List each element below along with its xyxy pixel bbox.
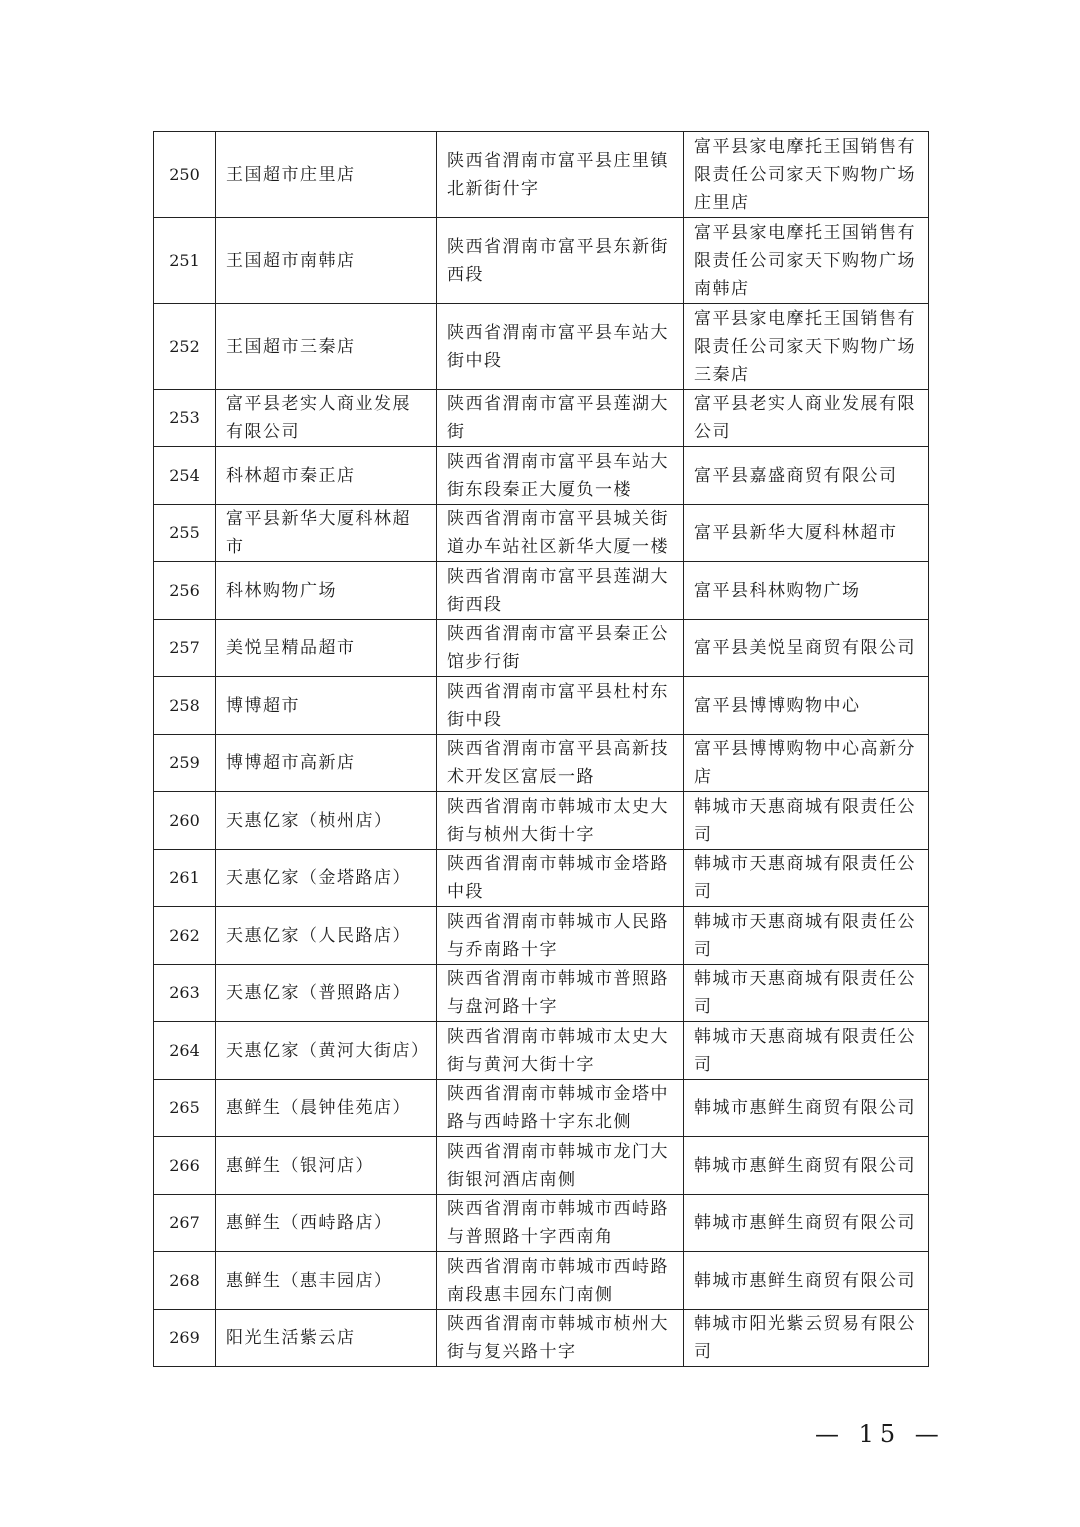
operating-company: 韩城市惠鲜生商贸有限公司 — [684, 1137, 929, 1195]
operating-company: 富平县科林购物广场 — [684, 562, 929, 620]
row-number: 258 — [154, 677, 216, 735]
store-name: 科林超市秦正店 — [216, 447, 437, 505]
row-number: 250 — [154, 132, 216, 218]
row-number: 264 — [154, 1022, 216, 1080]
row-number: 254 — [154, 447, 216, 505]
operating-company: 韩城市惠鲜生商贸有限公司 — [684, 1252, 929, 1310]
store-address: 陕西省渭南市富平县城关街道办车站社区新华大厦一楼 — [437, 505, 684, 562]
operating-company: 富平县新华大厦科林超市 — [684, 505, 929, 562]
operating-company: 富平县老实人商业发展有限公司 — [684, 390, 929, 447]
store-name: 博博超市 — [216, 677, 437, 735]
operating-company: 富平县博博购物中心高新分店 — [684, 735, 929, 792]
row-number: 256 — [154, 562, 216, 620]
store-name: 天惠亿家（人民路店） — [216, 907, 437, 965]
operating-company: 韩城市天惠商城有限责任公司 — [684, 1022, 929, 1080]
row-number: 253 — [154, 390, 216, 447]
operating-company: 富平县家电摩托王国销售有限责任公司家天下购物广场南韩店 — [684, 218, 929, 304]
row-number: 267 — [154, 1195, 216, 1252]
store-address: 陕西省渭南市韩城市桢州大街与复兴路十字 — [437, 1310, 684, 1367]
store-address: 陕西省渭南市富平县车站大街中段 — [437, 304, 684, 390]
operating-company: 韩城市天惠商城有限责任公司 — [684, 907, 929, 965]
table-row — [154, 132, 929, 218]
operating-company: 韩城市惠鲜生商贸有限公司 — [684, 1080, 929, 1137]
store-address: 陕西省渭南市富平县秦正公馆步行街 — [437, 620, 684, 677]
page-number: — 15 — — [815, 1420, 945, 1448]
store-name: 王国超市庄里店 — [216, 132, 437, 218]
row-number: 259 — [154, 735, 216, 792]
store-address: 陕西省渭南市韩城市太史大街与桢州大街十字 — [437, 792, 684, 850]
table-row — [154, 677, 929, 735]
row-number: 266 — [154, 1137, 216, 1195]
store-name: 惠鲜生（银河店） — [216, 1137, 437, 1195]
store-list-table — [153, 131, 929, 1367]
store-name: 天惠亿家（金塔路店） — [216, 850, 437, 907]
store-name: 惠鲜生（惠丰园店） — [216, 1252, 437, 1310]
store-name: 科林购物广场 — [216, 562, 437, 620]
store-name: 惠鲜生（晨钟佳苑店） — [216, 1080, 437, 1137]
operating-company: 韩城市天惠商城有限责任公司 — [684, 850, 929, 907]
table-row — [154, 965, 929, 1022]
table-row — [154, 735, 929, 792]
table-row — [154, 907, 929, 965]
table-row — [154, 620, 929, 677]
table-row — [154, 390, 929, 447]
table-row — [154, 218, 929, 304]
table-row — [154, 505, 929, 562]
table-row — [154, 562, 929, 620]
operating-company: 韩城市天惠商城有限责任公司 — [684, 965, 929, 1022]
operating-company: 富平县嘉盛商贸有限公司 — [684, 447, 929, 505]
store-address: 陕西省渭南市韩城市人民路与乔南路十字 — [437, 907, 684, 965]
operating-company: 富平县家电摩托王国销售有限责任公司家天下购物广场庄里店 — [684, 132, 929, 218]
table-row — [154, 1080, 929, 1137]
store-address: 陕西省渭南市韩城市西峙路与普照路十字西南角 — [437, 1195, 684, 1252]
operating-company: 富平县博博购物中心 — [684, 677, 929, 735]
row-number: 262 — [154, 907, 216, 965]
operating-company: 韩城市天惠商城有限责任公司 — [684, 792, 929, 850]
operating-company: 富平县家电摩托王国销售有限责任公司家天下购物广场三秦店 — [684, 304, 929, 390]
row-number: 263 — [154, 965, 216, 1022]
store-name: 王国超市南韩店 — [216, 218, 437, 304]
store-address: 陕西省渭南市富平县莲湖大街西段 — [437, 562, 684, 620]
store-name: 天惠亿家（黄河大街店） — [216, 1022, 437, 1080]
table-row — [154, 304, 929, 390]
row-number: 252 — [154, 304, 216, 390]
row-number: 260 — [154, 792, 216, 850]
store-address: 陕西省渭南市富平县东新街西段 — [437, 218, 684, 304]
store-name: 美悦呈精品超市 — [216, 620, 437, 677]
table-row — [154, 1022, 929, 1080]
table-row — [154, 1195, 929, 1252]
store-address: 陕西省渭南市韩城市普照路与盘河路十字 — [437, 965, 684, 1022]
store-address: 陕西省渭南市韩城市西峙路南段惠丰园东门南侧 — [437, 1252, 684, 1310]
operating-company: 韩城市阳光紫云贸易有限公司 — [684, 1310, 929, 1367]
row-number: 261 — [154, 850, 216, 907]
row-number: 265 — [154, 1080, 216, 1137]
store-address: 陕西省渭南市富平县庄里镇北新街什字 — [437, 132, 684, 218]
table-row — [154, 1310, 929, 1367]
store-name: 天惠亿家（桢州店） — [216, 792, 437, 850]
store-address: 陕西省渭南市富平县杜村东街中段 — [437, 677, 684, 735]
row-number: 268 — [154, 1252, 216, 1310]
store-name: 惠鲜生（西峙路店） — [216, 1195, 437, 1252]
store-name: 富平县老实人商业发展有限公司 — [216, 390, 437, 447]
table-row — [154, 792, 929, 850]
store-address: 陕西省渭南市韩城市龙门大街银河酒店南侧 — [437, 1137, 684, 1195]
row-number: 251 — [154, 218, 216, 304]
store-address: 陕西省渭南市韩城市金塔中路与西峙路十字东北侧 — [437, 1080, 684, 1137]
row-number: 257 — [154, 620, 216, 677]
store-address: 陕西省渭南市韩城市太史大街与黄河大街十字 — [437, 1022, 684, 1080]
store-name: 阳光生活紫云店 — [216, 1310, 437, 1367]
row-number: 255 — [154, 505, 216, 562]
table-row — [154, 1252, 929, 1310]
store-name: 天惠亿家（普照路店） — [216, 965, 437, 1022]
store-address: 陕西省渭南市富平县高新技术开发区富辰一路 — [437, 735, 684, 792]
operating-company: 富平县美悦呈商贸有限公司 — [684, 620, 929, 677]
table-row — [154, 447, 929, 505]
store-address: 陕西省渭南市富平县车站大街东段秦正大厦负一楼 — [437, 447, 684, 505]
operating-company: 韩城市惠鲜生商贸有限公司 — [684, 1195, 929, 1252]
table-row — [154, 850, 929, 907]
store-name: 博博超市高新店 — [216, 735, 437, 792]
table-row — [154, 1137, 929, 1195]
store-address: 陕西省渭南市富平县莲湖大街 — [437, 390, 684, 447]
store-name: 富平县新华大厦科林超市 — [216, 505, 437, 562]
row-number: 269 — [154, 1310, 216, 1367]
store-address: 陕西省渭南市韩城市金塔路中段 — [437, 850, 684, 907]
store-name: 王国超市三秦店 — [216, 304, 437, 390]
